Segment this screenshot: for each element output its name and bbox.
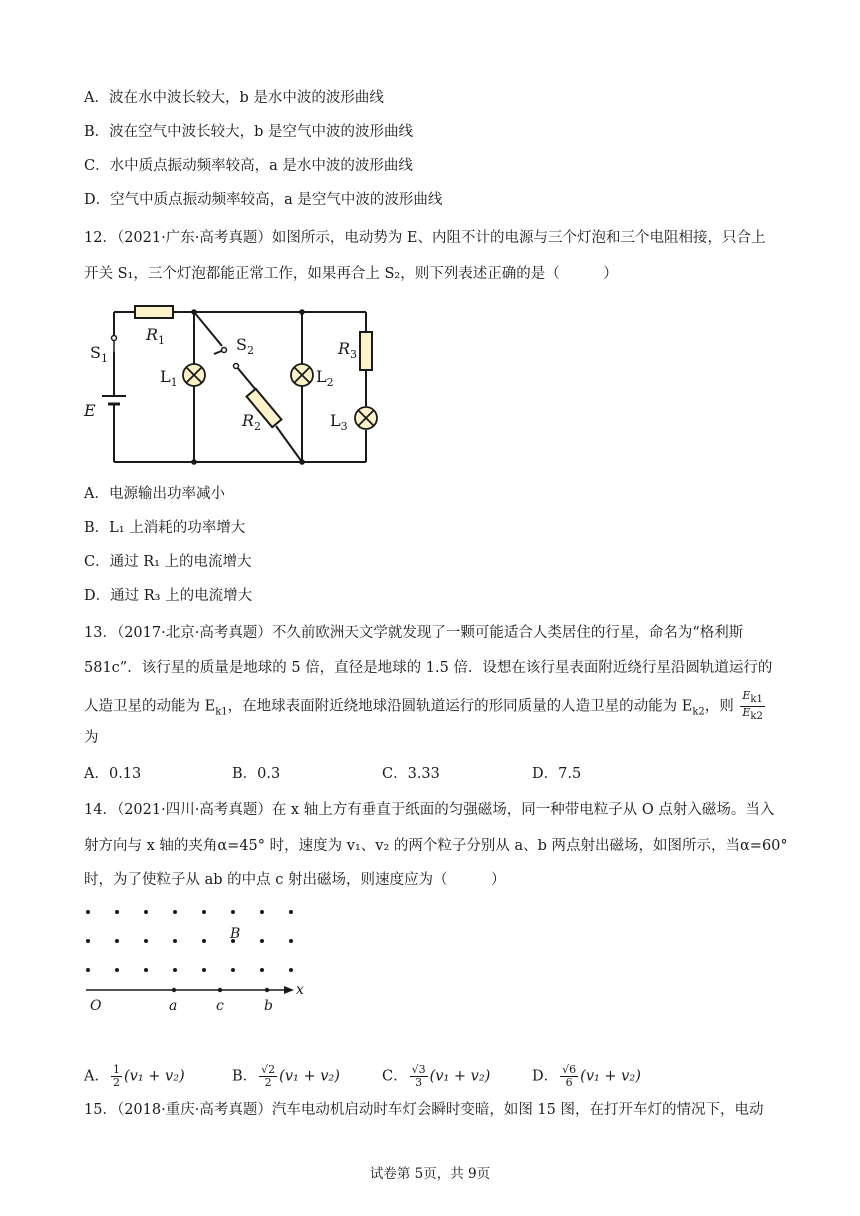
label-r2: $R_2$ [242,411,262,433]
q12-option-b: B．L₁ 上消耗的功率增大 [84,520,246,536]
q14-magnetic-field-diagram [80,904,320,1014]
q12-stem-line1: 12．（2021·广东·高考真题）如图所示，电动势为 E、内阻不计的电源与三个灯泡和三个电阻相接，只合上 [84,230,766,246]
q11-option-b: B．波在空气中波长较大，b 是空气中波的波形曲线 [84,124,414,140]
label-l2: $L_2$ [316,367,334,389]
resistor-r1 [135,306,173,318]
q11-option-c: C．水中质点振动频率较高，a 是水中波的波形曲线 [84,158,413,174]
q14-stem-line1: 14．（2021·四川·高考真题）在 x 轴上方有垂直于纸面的匀强磁场，同一种带电粒子从 O 点射入磁场。当入 [84,802,775,818]
lamp-l1 [183,364,205,386]
lamp-l3 [355,407,377,429]
q14-option-b: B． $\frac{√2}{2}$ (v₁ + v₂) [232,1063,340,1089]
label-b-point: b [264,998,273,1014]
q12-stem-line2: 开关 S₁，三个灯泡都能正常工作，如果再合上 S₂，则下列表述正确的是（ ） [84,266,618,282]
q12-option-c: C．通过 R₁ 上的电流增大 [84,554,252,570]
label-e: E [84,401,96,420]
q12-option-a: A．电源输出功率减小 [84,486,225,502]
label-s1: $S_1$ [90,343,108,365]
q14-option-c: C． $\frac{√3}{3}$ (v₁ + v₂) [382,1063,491,1089]
q14-option-a: A． $\frac{1}{2}$ (v₁ + v₂) [84,1063,185,1089]
switch-s1 [112,336,117,353]
q13-stem-line1: 13．（2017·北京·高考真题）不久前欧洲天文学就发现了一颗可能适合人类居住的行星，命名为“格利斯 [84,625,744,641]
q14-stem-line3: 时，为了使粒子从 ab 的中点 c 射出磁场，则速度应为（ ） [84,872,506,888]
q11-option-a: A．波在水中波长较大，b 是水中波的波形曲线 [84,90,384,106]
label-r1: $R_1$ [146,325,166,347]
q11-option-d: D．空气中质点振动频率较高，a 是空气中波的波形曲线 [84,192,443,208]
page-footer: 试卷第 5页，共 9页 [369,1166,491,1182]
q14-stem-line2: 射方向与 x 轴的夹角α=45° 时，速度为 v₁、v₂ 的两个粒子分别从 a、b 两点射出磁场，如图所示，当α=60° [84,838,788,854]
q13-option-b: B．0.3 [232,766,281,782]
label-l3: $L_3$ [330,411,348,433]
label-b: B [230,926,241,942]
label-l1: $L_1$ [160,367,178,389]
label-c: c [216,998,224,1014]
q13-option-c: C．3.33 [382,766,440,782]
q13-ratio-fraction: $\frac{E_{k1}}{E_{k2}}$ [742,689,763,723]
label-r3: $R_3$ [338,339,358,361]
lamp-l2 [291,364,313,386]
label-x: x [296,982,304,998]
field-dots [86,910,293,972]
q13-stem-line2: 581c”．该行星的质量是地球的 5 倍，直径是地球的 1.5 倍．设想在该行星表面附近绕行星沿圆轨道运行的 [84,660,773,676]
q13-option-d: D．7.5 [532,766,582,782]
q13-option-a: A．0.13 [84,766,142,782]
q15-stem-line1: 15．（2018·重庆·高考真题）汽车电动机启动时车灯会瞬时变暗，如图 15 图，在打开车灯的情况下，电动 [84,1102,764,1118]
q13-stem-line3: 人造卫星的动能为 $E_{k1}$，在地球表面附近绕地球沿圆轨道运行的形同质量的人造卫星的动能为 $E_{k2}$，则 $\frac{E_{k1}}{E_{k2}}$ [84,689,763,723]
q12-circuit-diagram [80,298,390,470]
q13-stem-line4: 为 [84,730,99,746]
q14-option-d: D． $\frac{√6}{6}$ (v₁ + v₂) [532,1063,641,1089]
label-o: O [90,998,102,1014]
label-s2: $S_2$ [236,335,254,357]
resistor-r3 [360,332,372,370]
q12-option-d: D．通过 R₃ 上的电流增大 [84,588,253,604]
label-a: a [169,998,178,1014]
